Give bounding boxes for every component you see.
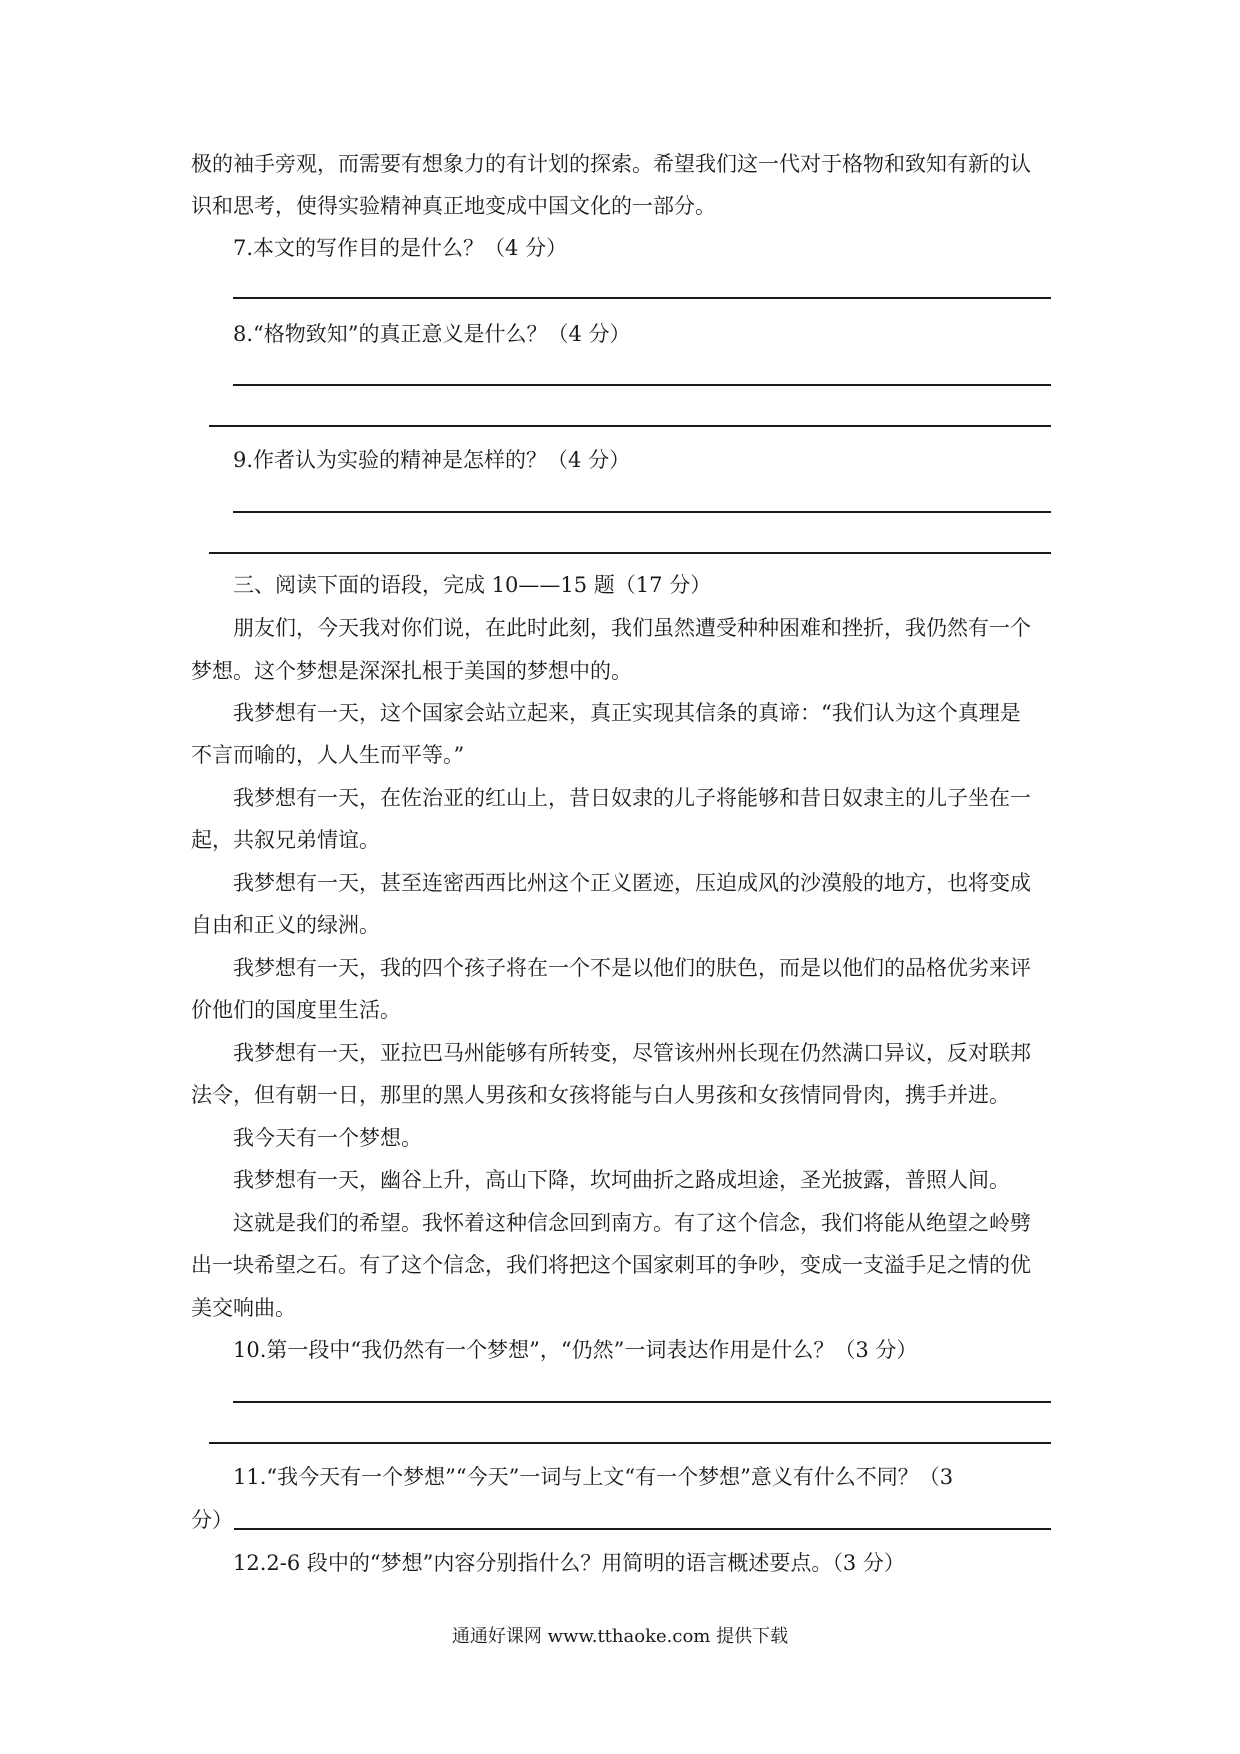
question-11: 11.“我今天有一个梦想”“今天”一词与上文“有一个梦想”意义有什么不同？（3 — [233, 1465, 954, 1489]
paragraph-line: 价他们的国度里生活。 — [191, 998, 401, 1022]
answer-line[interactable] — [233, 384, 1051, 386]
question-10: 10.第一段中“我仍然有一个梦想”，“仍然”一词表达作用是什么？（3 分） — [233, 1338, 918, 1362]
question-8: 8.“格物致知”的真正意义是什么？（4 分） — [233, 322, 631, 346]
question-11-continued: 分） — [191, 1508, 233, 1532]
paragraph-line: 法令，但有朝一日，那里的黑人男孩和女孩将能与白人男孩和女孩情同骨肉，携手并进。 — [191, 1083, 1010, 1107]
paragraph-line: 梦想。这个梦想是深深扎根于美国的梦想中的。 — [191, 659, 632, 683]
paragraph-line: 我梦想有一天，亚拉巴马州能够有所转变，尽管该州州长现在仍然满口异议，反对联邦 — [233, 1041, 1031, 1065]
passage-line: 极的袖手旁观，而需要有想象力的有计划的探索。希望我们这一代对于格物和致知有新的认 — [191, 152, 1031, 176]
passage-line: 识和思考，使得实验精神真正地变成中国文化的一部分。 — [191, 194, 716, 218]
paragraph-line: 我梦想有一天，这个国家会站立起来，真正实现其信条的真谛：“我们认为这个真理是 — [233, 701, 1021, 725]
answer-line[interactable] — [233, 297, 1051, 299]
answer-line[interactable] — [233, 511, 1051, 513]
paragraph-line: 美交响曲。 — [191, 1296, 296, 1320]
paragraph-line: 我梦想有一天，幽谷上升，高山下降，坎坷曲折之路成坦途，圣光披露，普照人间。 — [233, 1168, 1010, 1192]
question-9: 9.作者认为实验的精神是怎样的？（4 分） — [233, 448, 631, 472]
section-heading: 三、阅读下面的语段，完成 10——15 题（17 分） — [233, 573, 712, 597]
answer-line[interactable] — [209, 425, 1051, 427]
paragraph-line: 这就是我们的希望。我怀着这种信念回到南方。有了这个信念，我们将能从绝望之岭劈 — [233, 1211, 1031, 1235]
paragraph-line: 自由和正义的绿洲。 — [191, 913, 380, 937]
question-12: 12.2-6 段中的“梦想”内容分别指什么？用简明的语言概述要点。（3 分） — [233, 1551, 905, 1575]
answer-line[interactable] — [209, 1442, 1051, 1444]
paragraph-line: 起，共叙兄弟情谊。 — [191, 828, 380, 852]
paragraph-line: 我梦想有一天，甚至连密西西比州这个正义匿迹，压迫成风的沙漠般的地方，也将变成 — [233, 871, 1031, 895]
paragraph-line: 我梦想有一天，在佐治亚的红山上，昔日奴隶的儿子将能够和昔日奴隶主的儿子坐在一 — [233, 786, 1031, 810]
page-footer: 通通好课网 www.tthaoke.com 提供下载 — [451, 1626, 789, 1647]
paragraph-line: 我今天有一个梦想。 — [233, 1126, 422, 1150]
answer-line[interactable] — [233, 1401, 1051, 1403]
paragraph-line: 不言而喻的，人人生而平等。” — [191, 743, 465, 767]
paragraph-line: 我梦想有一天，我的四个孩子将在一个不是以他们的肤色，而是以他们的品格优劣来评 — [233, 956, 1031, 980]
paragraph-line: 出一块希望之石。有了这个信念，我们将把这个国家刺耳的争吵，变成一支溢手足之情的优 — [191, 1253, 1031, 1277]
question-7: 7.本文的写作目的是什么？（4 分） — [233, 236, 568, 260]
paragraph-line: 朋友们，今天我对你们说，在此时此刻，我们虽然遭受种种困难和挫折，我仍然有一个 — [233, 616, 1031, 640]
answer-line[interactable] — [234, 1528, 1051, 1530]
answer-line[interactable] — [209, 552, 1051, 554]
